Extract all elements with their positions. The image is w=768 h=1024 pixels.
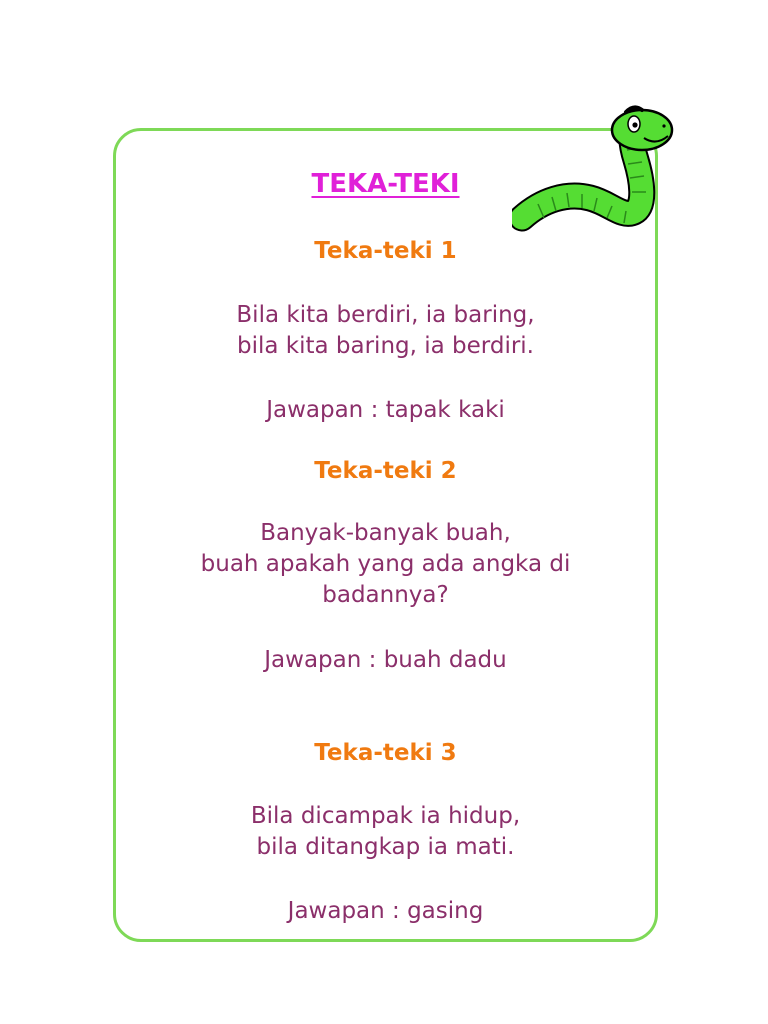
riddle-3-heading: Teka-teki 3	[314, 740, 457, 766]
riddle-3-line-1: Bila dicampak ia hidup,	[250, 803, 521, 829]
riddle-3-answer: Jawapan : gasing	[287, 898, 484, 924]
riddle-2-line-1: Banyak-banyak buah,	[260, 520, 511, 546]
riddle-1-line-2: bila kita baring, ia berdiri.	[236, 333, 534, 359]
riddle-2-question	[113, 518, 658, 611]
riddle-1-question	[113, 300, 658, 362]
riddle-1-heading: Teka-teki 1	[314, 238, 457, 264]
riddle-2-answer: Jawapan : buah dadu	[264, 647, 507, 673]
page-title: TEKA-TEKI	[311, 169, 460, 199]
riddle-3-line-2: bila ditangkap ia mati.	[256, 834, 515, 860]
riddle-1-answer: Jawapan : tapak kaki	[266, 397, 505, 423]
riddle-2-line-3: badannya?	[322, 582, 449, 608]
riddle-2-line-2: buah apakah yang ada angka di	[200, 551, 571, 577]
riddle-1-line-1: Bila kita berdiri, ia baring,	[236, 302, 535, 328]
riddle-2-heading: Teka-teki 2	[314, 458, 457, 484]
riddle-3-question	[113, 801, 658, 863]
